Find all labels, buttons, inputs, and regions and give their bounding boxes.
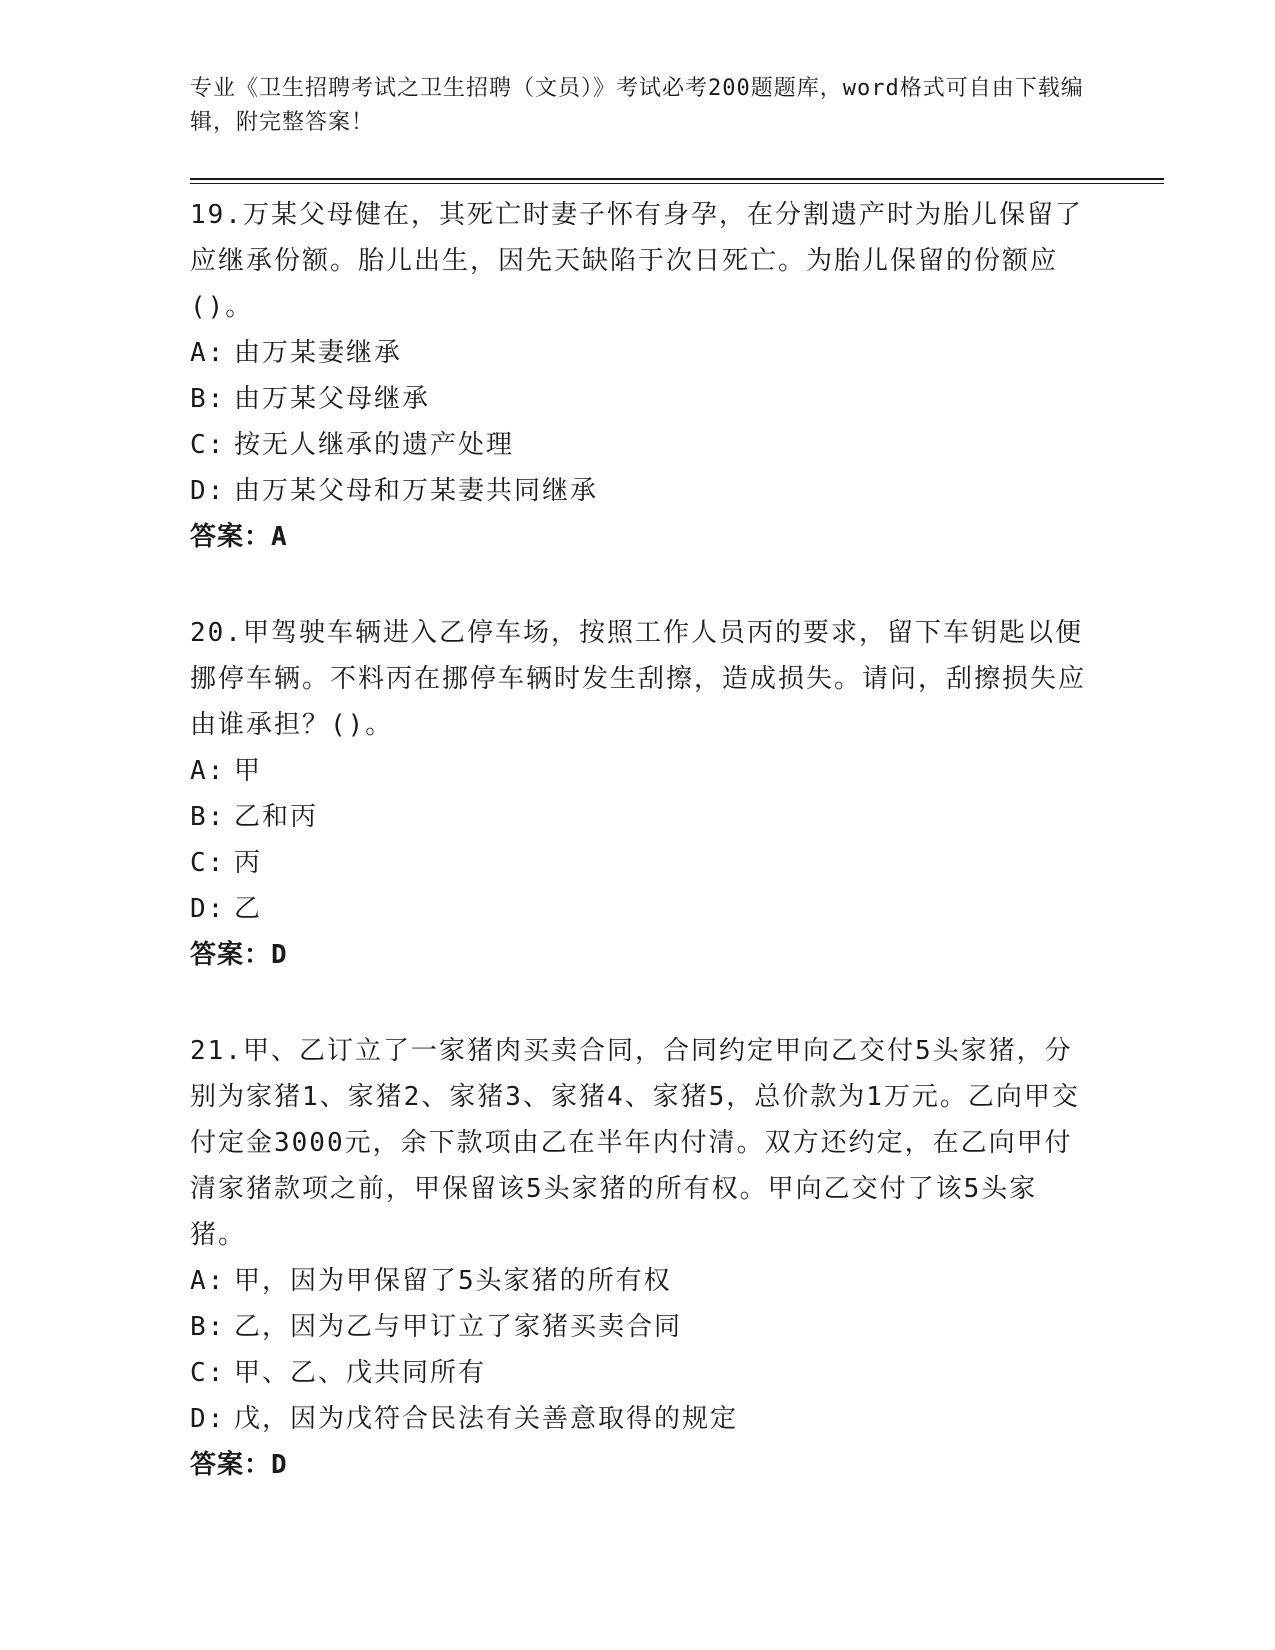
option-letter: C: [190, 430, 226, 460]
question-stem: 20.甲驾驶车辆进入乙停车场，按照工作人员丙的要求，留下车钥匙以便挪停车辆。不料丙在挪停车辆时发生刮擦，造成损失。请问，刮擦损失应由谁承担？()。 [190, 618, 1087, 740]
option-a [190, 748, 1090, 794]
option-letter: B: [190, 1312, 226, 1342]
option-text: 由万某父母继承 [234, 384, 431, 414]
option-text: 由万某妻继承 [234, 338, 403, 368]
option-text: 甲，因为甲保留了5头家猪的所有权 [234, 1266, 672, 1296]
option-text: 甲、乙、戊共同所有 [234, 1358, 487, 1388]
option-c [190, 422, 1090, 468]
option-c [190, 840, 1090, 886]
question-stem: 19.万某父母健在，其死亡时妻子怀有身孕，在分割遗产时为胎儿保留了应继承份额。胎儿出生，因先天缺陷于次日死亡。为胎儿保留的份额应()。 [190, 200, 1083, 322]
option-letter: B: [190, 802, 226, 832]
option-text: 由万某父母和万某妻共同继承 [234, 476, 599, 506]
question-stem: 21.甲、乙订立了一家猪肉买卖合同，合同约定甲向乙交付5头家猪，分别为家猪1、家猪2、家猪3、家猪4、家猪5，总价款为1万元。乙向甲交付定金3000元，余下款项由乙在半年内付清。双方还约定，在乙向甲付清家猪款项之前，甲保留该5头家猪的所有权。甲向乙交付了该5头家猪。 [190, 1036, 1080, 1250]
option-letter: A: [190, 1266, 226, 1296]
option-text: 乙，因为乙与甲订立了家猪买卖合同 [234, 1312, 683, 1342]
option-d [190, 468, 1090, 514]
option-letter: D: [190, 894, 226, 924]
option-d [190, 1396, 1090, 1442]
question-list [190, 192, 1090, 1538]
option-b [190, 794, 1090, 840]
answer-label: 答案：D [190, 1450, 288, 1480]
option-letter: B: [190, 384, 226, 414]
option-letter: A: [190, 338, 226, 368]
option-d [190, 886, 1090, 932]
option-text: 按无人继承的遗产处理 [234, 430, 515, 460]
option-text: 丙 [234, 848, 263, 878]
document-header: 专业《卫生招聘考试之卫生招聘（文员）》考试必考200题题库，word格式可自由下载编辑，附完整答案！ [190, 76, 1084, 135]
option-text: 乙 [234, 894, 263, 924]
option-a [190, 330, 1090, 376]
option-c [190, 1350, 1090, 1396]
option-letter: C: [190, 1358, 226, 1388]
option-text: 戊，因为戊符合民法有关善意取得的规定 [234, 1404, 739, 1434]
header-divider-thin [190, 183, 1164, 184]
answer-label: 答案：D [190, 940, 288, 970]
question-20 [190, 610, 1090, 978]
option-text: 甲 [234, 756, 263, 786]
option-letter: A: [190, 756, 226, 786]
option-letter: D: [190, 1404, 226, 1434]
option-letter: D: [190, 476, 226, 506]
answer-label: 答案：A [190, 522, 288, 552]
option-b [190, 376, 1090, 422]
option-letter: C: [190, 848, 226, 878]
header-divider-thick [190, 178, 1164, 180]
option-b [190, 1304, 1090, 1350]
question-21 [190, 1028, 1090, 1488]
option-a [190, 1258, 1090, 1304]
option-text: 乙和丙 [234, 802, 319, 832]
question-19 [190, 192, 1090, 560]
